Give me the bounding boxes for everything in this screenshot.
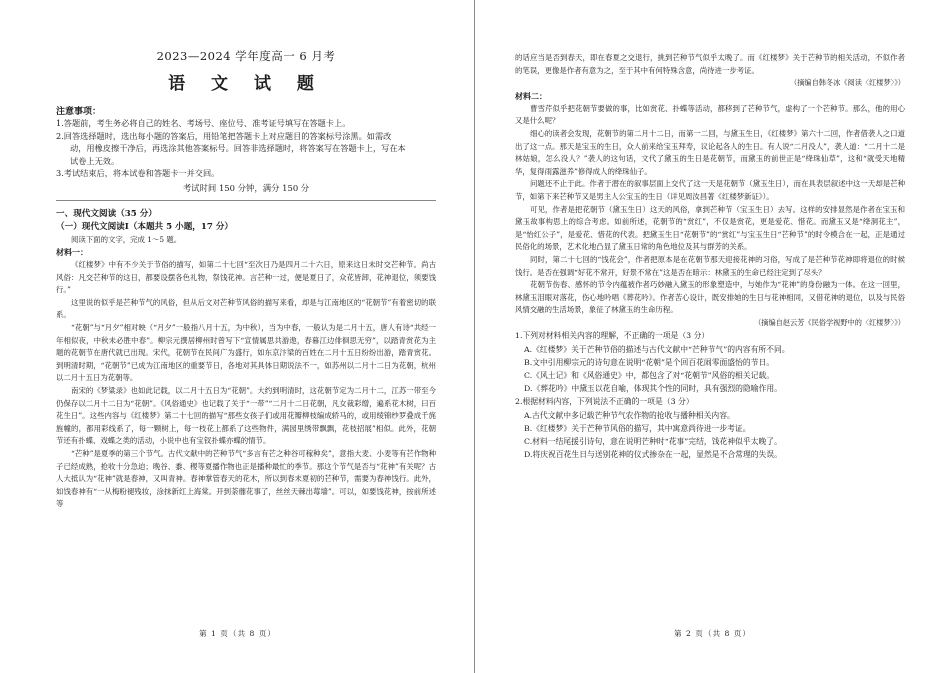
question-1-option-b: B.文中引用柳宗元的诗句意在说明“花朝”是个回百花闹零面盛怡的节日。	[524, 357, 775, 367]
paragraph: “芒种”是夏季的第三个节气。古代文献中的芒种节气“多言有芒之种谷可稼种矣”，意指大麦、小麦等有芒作物种子已经成熟，抢收十分急迫；晚谷、黍、稷等夏播作物也正是播种最忙的季节。那这个节气是否与“花神”有关呢？古人大抵认为“花神”就是春神，又叫青神。春神掌管春天的花木，所以到春末夏初的芒种节，需要为春神饯行。此外，如饯春神有“一从梅粉褪残妆，涂抹新红上海棠。开到荼蘼花事了，丝丝天棘出莓墙”。可以，如要饯花神，按前所述等	[56, 449, 436, 509]
paragraph: 曹雪芹似乎把花朝节要做的事，比如赏花、扑蝶等活动，都移到了芒种节气，虚构了一个芒种节。那么，他的用心又是什么呢？	[515, 103, 905, 126]
notice-item-3: 3.考试结束后，将本试卷和答题卡一并交回。	[56, 168, 220, 178]
notice-item-1: 1.答题前，考生务必将自己的姓名、考场号、座位号、准考证号填写在答题卡上。	[56, 118, 351, 128]
section-heading: 一、现代文阅读（35 分）	[56, 208, 157, 219]
subject-title: 语 文 试 题	[168, 74, 324, 94]
question-1-stem: 1.下列对材料相关内容的理解，不正确的一项是（3 分）	[515, 331, 710, 341]
page-footer: 第 1 页（共 8 页）	[199, 629, 276, 638]
paragraph: 的话应当是否到春天，即在春夏之交退行，挑到芒种节气似乎太晚了。而《红楼梦》关于芒种节的相关活动，不似作者的笔误，更像是作者有意为之，至于其中有何特殊含意，尚待进一步考证。	[515, 53, 905, 75]
paragraph: 可见，作者是把花朝节（黛玉生日）这天的风俗，拿到芒种节（宝玉生日）去写。这样的安排显然是作者在宝玉和黛玉故事构思上的综合考虑。如前所述，花朝节的“赏红”，不仅是赏花，更是爱花、惜花。而黛玉又是“绛洞花主”，是“怡红公子”，是爱花、惜花的代表。把黛玉生日“花朝节”的“赏红”与宝玉生日“芒种节”的时令模合在一起，正是通过民俗化的场景，艺术化地凸显了黛玉日常的角色地位及其与群芳的关系。	[515, 204, 905, 252]
question-2-option-b: B.《红楼梦》关于芒种节风俗的描写，其中寓意尚待进一步考证。	[524, 423, 751, 433]
material-1-label: 材料一：	[56, 247, 88, 258]
citation: （摘编自韩冬冰《阅读〈红楼梦〉》）	[790, 78, 905, 88]
question-2-option-c: C.材料一结尾援引诗句，意在说明芒种时“花事”完结，饯花神似乎太晚了。	[524, 437, 782, 447]
divider-line	[56, 200, 436, 201]
question-2-stem: 2.根据材料内容，下列说法不正确的一项是（3 分）	[515, 397, 694, 407]
material-2-label: 材料二：	[515, 90, 547, 101]
paragraph: 花朝节伤春、感怀的节令内蕴被作者巧妙融入黛玉的形象塑造中，与她作为“花神”的身份融为一体。在这一回里，林黛玉泪眼对落花，伤心地吟唱《葬花吟》。作者苦心设计，既安排她的生日与花神相同，又借花神的退位，以及与民俗风情交融的生活场景，象征了林黛玉的生命历程。	[515, 280, 905, 315]
exam-time: 考试时间 150 分钟，满分 150 分	[182, 182, 310, 193]
page-2	[475, 0, 950, 673]
question-2-option-a: A.古代文献中多记载芒种节气农作物的抢收与播种相关内容。	[524, 410, 735, 420]
subsection-heading: （一）现代文阅读Ⅰ（本题共 5 小题，17 分）	[56, 221, 234, 232]
question-1-option-c: C.《风土记》和《风俗通史》中，都包含了对“花朝节”风俗的相关记载。	[524, 371, 775, 381]
question-1-option-d: D.《葬花吟》中黛玉以花自喻，体现其个性的同时，具有强烈的隐喻作用。	[524, 384, 782, 394]
page-footer: 第 2 页（共 8 页）	[674, 629, 751, 638]
paragraph: 这里说的似乎是芒种节气的风俗，但从后文对芒种节风俗的描写来看，却是与江南地区的“花朝节”有着密切的联系。	[56, 297, 436, 320]
paragraph: 问题还不止于此。作者于潜在的叙事层面上交代了这一天是花朝节（黛玉生日），而在具表层叙述中这一天却是芒种节，如第下来芒种节又是男主人公宝玉的生日（详见周汝昌著《红楼梦新证》）。	[515, 179, 905, 201]
citation: （摘编自赵云芳《民俗学视野中的〈红楼梦〉》）	[754, 317, 905, 327]
question-1-option-a: A.《红楼梦》关于芒种节俗的描述与古代文献中“芒种节气”的内容有所不同。	[524, 344, 790, 354]
exam-title: 2023—2024 学年度高一 6 月考	[156, 49, 336, 63]
paragraph: 细心的读者会发现，花朝节的第二月十二日，而第一二回，与黛玉生日，《红楼梦》第六十二回，作者借袭人之口道出了这一点。那天是宝玉的生日，众人前来给宝玉拜寿，议论起各人的生日。有人说“二月没人”，袭人道：“二月十二是林姑娘，怎么没人？”袭人的这句话，文代了黛玉的生日是花朝节，而黛玉的前世正是“绛珠仙草”，这和“就受天地精华，复得雨露滋养”修得成人的绛珠仙子。	[515, 128, 905, 176]
instruction: 阅读下面的文字，完成 1～5 题。	[71, 234, 182, 244]
page-2-content	[515, 52, 905, 462]
question-2-option-d: D.将庆祝百花生日与送别花神的仪式掺杂在一起，显然是不合常理的失误。	[524, 450, 782, 460]
paragraph: 《红楼梦》中有不少关于节俗的描写，如第二十七回“至次日乃是四月二十六日，原来这日未时交芒种节。尚古风俗：凡交芒种节的这日，都要设摆各色礼物，祭饯花神。言芒种一过，便是夏日了，众花皆卸，花神退位，须要饯行。”	[56, 260, 436, 295]
paragraph: 同时，第二十七回的“饯花会”，作者把原本是在花朝节那天迎接花神的习俗，写成了是芒种节花神即将退位的时候饯行。是否在强调“好花不常开，好景不常在”这是否在暗示：林黛玉的生命已经注定到了尽头？	[515, 254, 905, 277]
notice-heading: 注意事项：	[56, 107, 102, 117]
notice-item-2: 2.回答选择题时，选出每小题的答案后，用铅笔把答题卡上对应题目的答案标号涂黑。如需改	[56, 130, 392, 141]
notice-item-2-cont: 试卷上无效。	[70, 155, 120, 166]
paragraph: 南宋的《梦粱录》也如此记载，以二月十五日为“花朝”。大约到明清时，这花朝节定为二月十二，江苏一带至今仍保存以二月十二日为“花朝”。《风俗通史》也记载了关于“一带”“二月十二日花朝，凡女裁彩缯，遍系花木树，曰百花生日”。这些内容与《红楼梦》第二十七回的描写“那些女孩子们或用花瓣柳枝编成轿马的，或用绫锦纱罗叠成千旄旌幢的，都用彩线系了，每一颗树上，每一枝花上都系了这些物件，满园里绣带飘飘，花枝招展”相似。此外，花朝节还有扑蝶、戏蝶之类的活动，小说中也有宝钗扑蝶亦蝶的情节。	[56, 386, 436, 446]
paragraph: “花朝”与“月夕”相对映（“月夕”一般指八月十五，为中秋），当为中春，一般认为是二月十五，唐人有诗“共经一年相似夜，中秋未必胜中春”。柳宗元撰居柳州时曾写下“宣情属思共游遨，春暮江边俳徊思无穷”，以踏青赏花为主题的花朝节在唐代就已出现。宋代，花朝节在民间广为盛行，如东京汴梁的百姓在二月十五日纷纷出游，踏青赏花。到明清时期，“花朝节”已成为江南地区的重要节日，各地对其具体日期说法不一，如苏州以二月十二日为花朝，杭州以二月十五日为花朝等。	[56, 323, 436, 383]
page-1-content	[56, 0, 436, 511]
notice-item-2-cont: 动，用橡皮擦干净后，再选涂其他答案标号。回答非选择题时，将答案写在答题卡上，写在本	[70, 143, 406, 153]
